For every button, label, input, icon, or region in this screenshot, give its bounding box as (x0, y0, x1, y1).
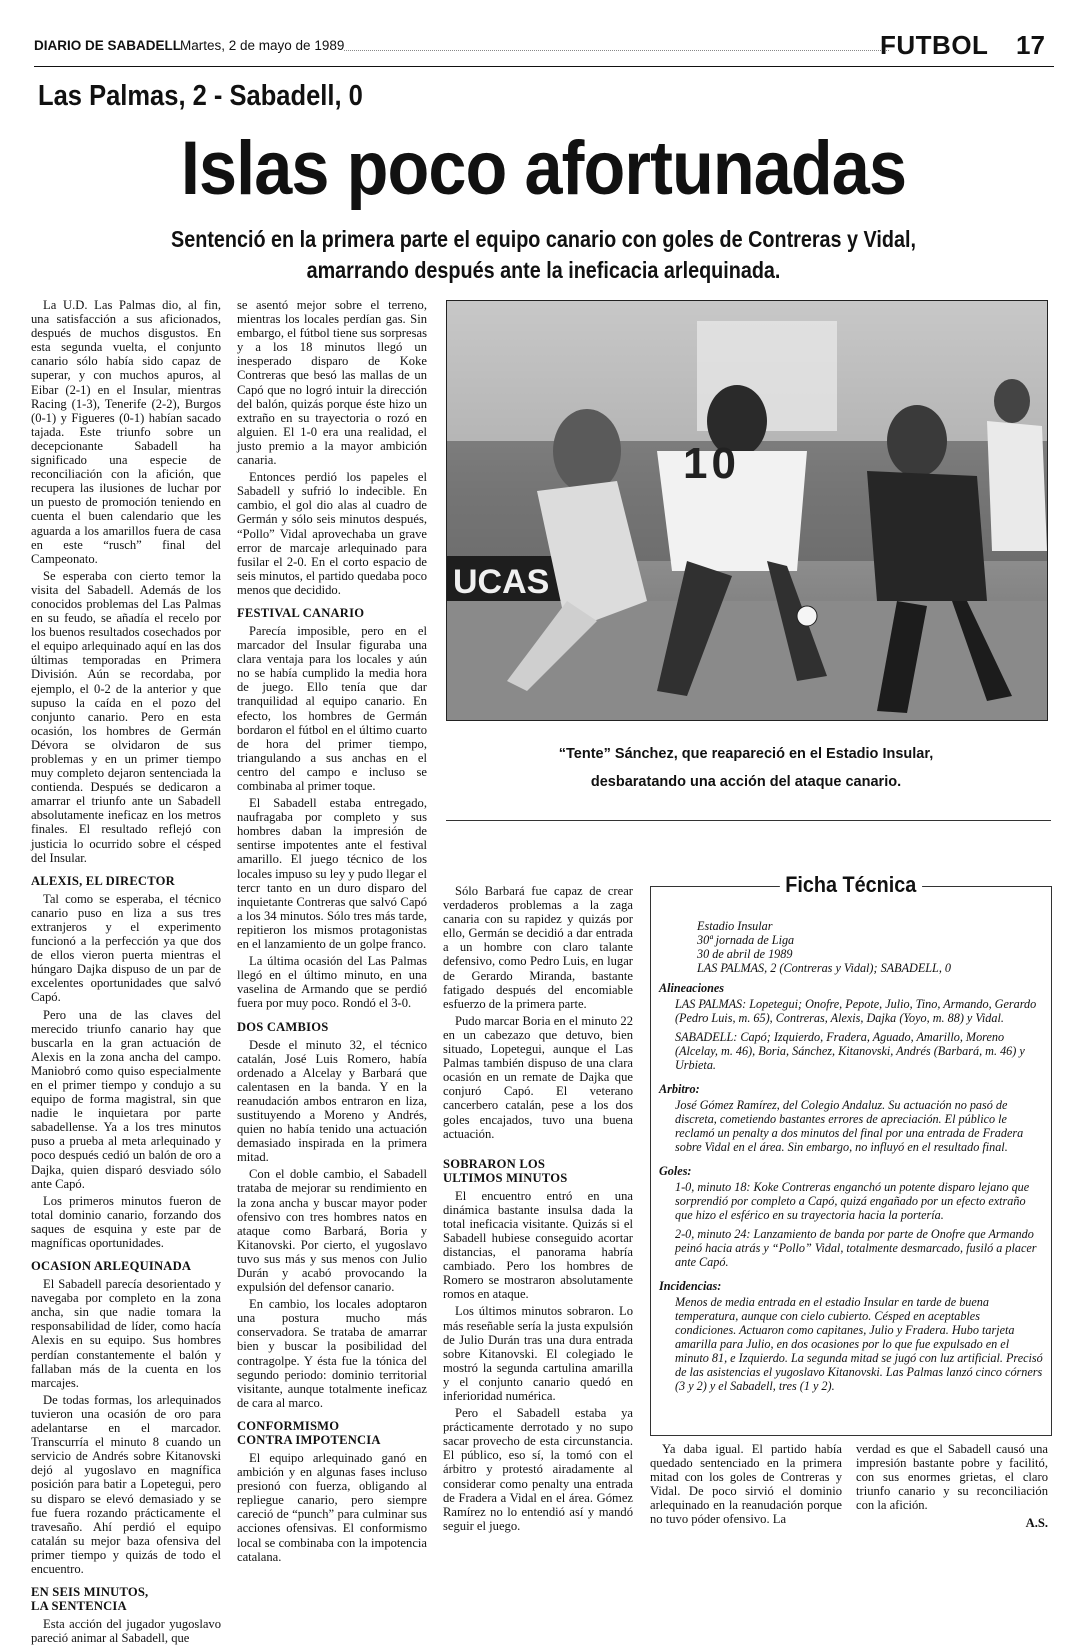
subhead-line: CONTRA IMPOTENCIA (237, 1432, 381, 1447)
paragraph: En cambio, los locales adoptaron una postura mucho más conservadora. Se trataba de amarrar bien y buscar la posibilidad del contragolpe. Y ésta fue la tónica del segundo periodo: dominio territorial visitante, aunque totalmente ineficaz de cara al marco. (237, 1297, 427, 1410)
ficha-title-bar (651, 872, 1051, 898)
kicker: Las Palmas, 2 - Sabadell, 0 (38, 80, 363, 112)
paragraph: Esta acción del jugador yugoslavo pareció animar al Sabadell, que (31, 1617, 221, 1646)
paragraph: Pero una de las claves del merecido triunfo canario hay que buscarla en la gran actuación de Alexis en la zona ancha del campo. Maniobró como quiso especialmente en el primer tiempo y condujo a su equipo de forma magistral, sin que nadie le inquietara por parte sabadellense. Ya a los tres minutos puso a prueba al meta arlequinado y poco después cedió un balón de oro a Dajka, quien disparó desviado sólo ante Capó. (31, 1007, 221, 1191)
subhead-line: ULTIMOS MINUTOS (443, 1170, 568, 1185)
ficha-date: 30 de abril de 1989 (697, 947, 793, 961)
subhead (443, 1157, 633, 1185)
paragraph: De todas formas, los arlequinados tuvieron una ocasión de oro para adelantarse en el marcador. Transcurría el minuto 8 cuando un servicio de Andrés sobre Kitanovski dejó al yugoslavo en magnífica posición para batir a Lopetegui, pero su disparo se elevó demasiado y se fue fuera rozando prácticamente el travesaño. Ahí perdió el equipo catalán su mejor baza ofensiva del primer tiempo y quizás de todo el encuentro. (31, 1392, 221, 1576)
ficha-label: Incidencias: (659, 1279, 722, 1293)
paragraph: Los últimos minutos sobraron. Lo más reseñable sería la justa expulsión de Julio Durán tras una dura entrada sobre Kitanovski. El colegiado le mostró la segunda cartulina amarilla y el conjunto canario quedó en inferioridad numérica. (443, 1304, 633, 1403)
closing-column-left (650, 1442, 842, 1530)
ficha-label: Alineaciones (659, 981, 725, 995)
match-photo (446, 300, 1048, 721)
deck-line-2: amarrando después ante la ineficacia arlequinada. (306, 257, 781, 283)
ficha-goal: 1-0, minuto 18: Koke Contreras enganchó un potente disparo lejano que sorprendió por completo a Capó, quizá engañado por un efecto extraño que hizo el esférico en su trayectoria hacia la portería. (675, 1180, 1030, 1222)
paragraph: Desde el minuto 32, el técnico catalán, José Luis Romero, había ordenado a Alcelay y Barbará que calentasen en la banda. Y en la reanudación ambos entraron en liza, sustituyendo a Moreno y Andrés, quien no había tenido una actuación demasiado inspirada en la primera mitad. (237, 1037, 427, 1165)
ficha-label: Goles: (659, 1164, 692, 1178)
photo-illustration (447, 301, 1047, 720)
paragraph: Entonces perdió los papeles el Sabadell y sufrió lo indecible. En cambio, el gol dio alas al cuadro de Germán y sólo seis minutos después, “Pollo” Vidal aprovechaba un grave error de marcaje arlequinado para fusilar el 2-0. En el corto espacio de seis minutos, el partido quedaba poco menos que decidido. (237, 470, 427, 597)
ficha-incidents: Menos de media entrada en el estadio Insular en tarde de buena temperatura, aunque con cielo cubierto. Césped en aceptables condiciones. Actuaron como capitanes, Julio y Fradera. Hubo tarjeta amarilla para Julio, en dos ocasiones por lo que fue expulsado en el minuto 81, e Izquierdo. La segunda mitad se jugó con luz artificial. Precisó de las asistencias el yugoslavo Kitanovski. Las Palmas lanzó cinco córners (3 y 2) y el Sabadell, tres (1 y 2). (675, 1295, 1043, 1393)
ficha-matchday: 30ª jornada de Liga (697, 933, 795, 947)
paragraph: La última ocasión del Las Palmas llegó en el último minuto, en una vaselina de Armando que se perdió fuera por muy poco. Rondó el 3-0. (237, 954, 427, 1011)
caption-line-2: desbaratando una acción del ataque canario. (590, 774, 902, 790)
subhead: DOS CAMBIOS (237, 1019, 329, 1034)
paragraph: verdad es que el Sabadell causó una impresión bastante pobre y facilitó, con sus enormes grietas, el claro triunfo canario y su reconciliación con la afición. (856, 1442, 1048, 1513)
paragraph: Tal como se esperaba, el técnico canario puso en liza a sus tres extranjeros y el experimento funcionó a la perfección ya que dos de ellos vieron puerta mientras el húngaro Dajka dispuso de un par de excelentes oportunidades que salvó Capó. (31, 891, 221, 1005)
photo-caption (446, 740, 1046, 796)
subhead: FESTIVAL CANARIO (237, 605, 365, 620)
caption-rule (446, 820, 1051, 821)
page-number: 17 (1016, 30, 1045, 60)
subhead-line: EN SEIS MINUTOS, (31, 1585, 149, 1600)
subhead (31, 1585, 221, 1613)
ficha-tecnica-box (650, 872, 1052, 1436)
ficha-title: Ficha Técnica (780, 872, 922, 898)
subhead-line: LA SENTENCIA (31, 1599, 127, 1614)
ficha-result: LAS PALMAS, 2 (Contreras y Vidal); SABADELL, 0 (697, 961, 952, 975)
subhead: ALEXIS, EL DIRECTOR (31, 873, 175, 888)
paragraph: Parecía imposible, pero en el marcador del Insular figuraba una clara ventaja para los locales y aún no se había cumplido la media hora de juego. Ello tenía que dar tranquilidad al equipo canario. En efecto, los hombres de Germán bordaron el fútbol en el último cuarto de hora del primer tiempo, triangulando a sus anchas en el centro del campo e incluso se combinaba al primer toque. (237, 623, 427, 793)
issue-date: Martes, 2 de mayo de 1989 (180, 38, 345, 53)
ficha-lineup-las-palmas: LAS PALMAS: Lopetegui; Onofre, Pepote, Julio, Tino, Armando, Gerardo (Pedro Luis, m. 65), Contreras, Alexis, Dajka (Yoyo, m. 88) y Vidal. (675, 997, 1037, 1025)
subhead (237, 1419, 427, 1447)
deck-line-1: Sentenció en la primera parte el equipo canario con goles de Contreras y Vidal, (171, 226, 916, 252)
header-rule (34, 66, 1054, 67)
paragraph: Con el doble cambio, el Sabadell trataba de mejorar su rendimiento en la zona ancha y buscar mayor poder ofensivo con tres hombres natos en ataque como Barbará, Boria y Kitanovski. Por cierto, el yugoslavo tuvo sus más y sus menos con Julio Durán y acabó provocando la expulsión del defensor canario. (237, 1167, 427, 1295)
ficha-stadium: Estadio Insular (697, 919, 773, 933)
paragraph: El Sabadell parecía desorientado y navegaba por completo en la zona ancha, sin que nadie tomara la responsabilidad de líder, como hacía Alexis en su equipo. Sus hombres perdían constantemente el balón y fallaban más de la cuenta en los marcajes. (31, 1277, 221, 1390)
subhead: OCASION ARLEQUINADA (31, 1259, 192, 1274)
ficha-body (659, 919, 1043, 1395)
section-name: FUTBOL (880, 30, 989, 60)
headline: Islas poco afortunadas (180, 126, 907, 211)
running-header (34, 30, 1054, 62)
ficha-lineup-sabadell: SABADELL: Capó; Izquierdo, Fradera, Aguado, Amarillo, Moreno (Alcelay, m. 46), Boria, Sánchez, Kitanovski, Andrés (Barbará, m. 46) y Urbieta. (675, 1030, 1025, 1072)
subhead-line: SOBRARON LOS (443, 1156, 546, 1171)
paragraph: Se esperaba con cierto temor la visita del Sabadell. Además de los conocidos problemas del Las Palmas en su feudo, se añadía el recelo por los buenos resultados cosechados por el equipo arlequinado aquí en las dos últimas temporadas en Primera División. Aún se recordaba, por ejemplo, el 0-2 de la anterior y que supuso la caída en el pozo del conjunto canario. Pero en esta ocasión, los hombres de Germán Dévora se olvidaron de sus problemas y en un primer tiempo muy completo dejaron sentenciada la contienda. Después se dedicaron a amarrar el triunfo ante un Sabadell absolutamente ineficaz en los metros finales. El resultado reflejó con justicia lo ocurrido sobre el césped del Insular. (31, 568, 221, 865)
article-column-3 (443, 884, 633, 1536)
dotted-rule (344, 50, 889, 51)
ficha-goal: 2-0, minuto 24: Lanzamiento de banda por parte de Onofre que Armando peinó hacia atrás y “Pollo” Vidal, totalmente desmarcado, fusiló a placer ante Capó. (675, 1227, 1037, 1269)
paragraph: se asentó mejor sobre el terreno, mientras los locales perdían gas. Sin embargo, el fútbol tiene sus sorpresas y a los 18 minutos llegó un inesperado disparo de Koke Contreras que besó las mallas de un Capó que no logró intuir la dirección del balón, quizás porque éste hizo un extraño en su trayectoria o rozó en alguien. El 1-0 era una realidad, el justo premio a la mayor ambición canaria. (237, 298, 427, 468)
caption-line-1: “Tente” Sánchez, que reapareció en el Estadio Insular, (558, 746, 934, 762)
paragraph: La U.D. Las Palmas dio, al fin, una satisfacción a sus aficionados, después de muchos disgustos. En esta segunda vuelta, el conjunto canario sólo había sido capaz de superar, y con muchos apuros, al Eibar (2-1) en el Insular, mientras Racing (1-3), Tenerife (2-2), Burgos (0-1) y Figueres (0-1) habían sacado tajada. Este triunfo sobre un decepcionante Sabadell ha significado una especie de reconciliación con la afición, que recupera las ilusiones de luchar por un puesto de promoción teniendo en cuenta el buen calendario que les aguarda a los amarillos fuera de casa en este “rusch” final del Campeonato. (31, 298, 221, 566)
paragraph: Pero el Sabadell estaba ya prácticamente derrotado y no supo sacar provecho de esta circunstancia. El público, eso sí, la tomó con el árbitro y protestó airadamente al considerar como penalty una entrada de Fradera a Vidal en el área. Gómez Ramírez no lo entendió así y mandó seguir el juego. (443, 1406, 633, 1533)
photo-banner-text: UCAS (453, 563, 550, 601)
paragraph: Pudo marcar Boria en el minuto 22 en un cabezazo que detuvo, bien situado, Lopetegui, aunque el Las Palmas también dispuso de una clara ocasión en un remate de Dajka que conjuró Capó. El veterano cancerbero catalán, pese a los dos goles encajados, tuvo una buena actuación. (443, 1013, 633, 1141)
paragraph: El encuentro entró en una dinámica bastante insulsa dada la total ineficacia visitante. Quizás si el Sabadell hubiese conseguido acortar distancias, el panorama habría cambiado. Pero los hombres de Romero se mostraron absolutamente romos en ataque. (443, 1188, 633, 1302)
author-signature: A.S. (1025, 1516, 1048, 1531)
paragraph: El equipo arlequinado ganó en ambición y en algunas fases incluso presionó con fuerza, obligando al repliegue canario, pero siempre careció de “punch” para culminar sus acciones ofensivas. El conformismo local se combinaba con la impotencia catalana. (237, 1450, 427, 1564)
closing-column-right (856, 1442, 1048, 1531)
paper-name: DIARIO DE SABADELL (34, 38, 182, 53)
paragraph: Los primeros minutos fueron de total dominio canario, forzando dos saques de esquina y este par de magníficas oportunidades. (31, 1193, 221, 1250)
subhead-line: CONFORMISMO (237, 1418, 340, 1433)
paragraph: El Sabadell estaba entregado, naufragaba por completo y sus hombres daban la impresión de sentirse impotentes ante el festival amarillo. El juego técnico de los locales impuso su ley y pudo llegar el tercr tanto en un duro disparo del inquietante Contreras que salvó Capó a los 34 minutos. Sólo tres más tarde, repitieron los mismos protagonistas en el lanzamiento de un golpe franco. (237, 796, 427, 952)
paragraph: Ya daba igual. El partido había quedado sentenciado en la primera mitad con los goles de Contreras y Vidal. De poco sirvió el dominio arlequinado en la reanudación porque no tuvo póder ofensivo. La (650, 1442, 842, 1527)
ficha-label: Arbitro: (659, 1082, 700, 1096)
article-column-2 (237, 298, 427, 1567)
paragraph: Sólo Barbará fue capaz de crear verdaderos problemas a la zaga canaria con su rapidez y quizás por ello, Germán se decidió a dar entrada a un hombre con claro talante defensivo, como Pedro Luis, en lugar de Gerardo Miranda, bastante fatigado después del encomiable esfuerzo de la primera parte. (443, 884, 633, 1011)
deck (76, 224, 1011, 286)
ficha-referee: José Gómez Ramírez, del Colegio Andaluz. Su actuación no pasó de discreta, cometiendo bastantes errores de apreciación. El público le reclamó un penalty a dos minutos del final por una entrada de Fradera sobre Vidal en el área. Sin embargo, no influyó en el resultado final. (675, 1098, 1024, 1154)
article-column-1 (31, 298, 221, 1648)
jersey-number: 10 (683, 439, 740, 488)
